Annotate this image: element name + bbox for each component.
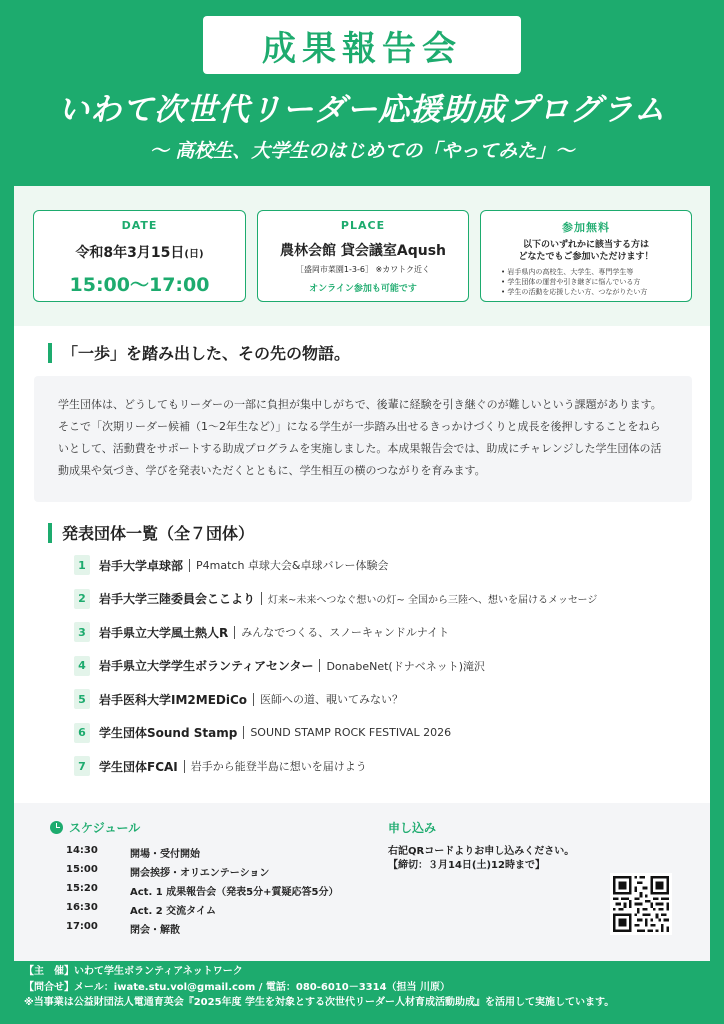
apply-heading: 申し込み bbox=[388, 821, 437, 835]
group-name: 岩手大学卓球部 bbox=[99, 558, 184, 573]
list-item bbox=[74, 722, 694, 744]
divider bbox=[261, 592, 262, 605]
group-project: 灯来~未来へつなぐ想いの灯~ 全国から三陸へ、想いを届けるメッセージ bbox=[268, 595, 598, 606]
divider bbox=[234, 626, 235, 639]
event-time: 15:00～17:00 bbox=[69, 274, 210, 296]
story-heading-text: 「一歩」を踏み出した、その先の物語。 bbox=[62, 344, 351, 363]
group-list bbox=[74, 554, 694, 789]
schedule-event: 開場・受付開始 bbox=[130, 849, 200, 860]
schedule-event: Act. 1 成果報告会（発表5分+質疑応答5分） bbox=[130, 887, 339, 898]
qr-code[interactable] bbox=[610, 873, 672, 935]
date-card bbox=[33, 210, 246, 302]
group-project: P4match 卓球大会&卓球バレー体験会 bbox=[196, 559, 389, 572]
eligibility-line-2: どなたでもご参加いただけます！ bbox=[518, 252, 654, 262]
groups-heading-text: 発表団体一覧（全７団体） bbox=[62, 524, 255, 543]
apply-deadline: 【締切：３月14日(土)12時まで】 bbox=[388, 860, 545, 871]
online-note: オンライン参加も可能です bbox=[309, 284, 417, 294]
schedule-row bbox=[66, 902, 338, 921]
groups-heading bbox=[48, 521, 254, 544]
eligibility-item: • 学生団体の運営や引き継ぎに悩んでいる方 bbox=[501, 277, 691, 287]
group-number: 3 bbox=[74, 622, 90, 642]
funding-note: ※当事業は公益財団法人電通育英会『2025年度 学生を対象とする次世代リーダー人材育成活動助成』を活用して実施しています。 bbox=[24, 997, 615, 1008]
event-weekday: (日) bbox=[184, 249, 204, 260]
group-number: 7 bbox=[74, 756, 90, 776]
group-project: DonabeNet(ドナベネット)滝沢 bbox=[326, 659, 486, 673]
apply-line-1: 右記QRコードよりお申し込みください。 bbox=[388, 846, 575, 857]
schedule-event: 開会挨拶・オリエンテーション bbox=[130, 868, 270, 879]
group-number: 1 bbox=[74, 555, 90, 575]
story-heading bbox=[48, 341, 350, 364]
schedule-time: 17:00 bbox=[66, 921, 98, 932]
qr-code-icon bbox=[613, 876, 669, 932]
list-item bbox=[74, 655, 694, 677]
group-name: 岩手医科大学IM2MEDiCo bbox=[99, 692, 248, 707]
schedule-row bbox=[66, 864, 338, 883]
divider bbox=[184, 760, 185, 773]
contact-info: 【問合せ】メール：iwate.stu.vol@gmail.com / 電話：080-6010－3314（担当 川原） bbox=[24, 981, 451, 993]
footer bbox=[24, 964, 614, 1011]
schedule-heading bbox=[50, 819, 140, 836]
schedule-row bbox=[66, 883, 338, 902]
event-badge: 成果報告会 bbox=[203, 16, 521, 74]
group-project: SOUND STAMP ROCK FESTIVAL 2026 bbox=[250, 726, 452, 739]
eligibility-text bbox=[481, 239, 691, 263]
program-subtitle: ～ 高校生、大学生のはじめての「やってみた」～ bbox=[149, 140, 575, 162]
schedule-heading-text: スケジュール bbox=[69, 821, 141, 835]
group-number: 2 bbox=[74, 589, 90, 609]
list-item bbox=[74, 621, 694, 643]
eligibility-line-1: 以下のいずれかに該当する方は bbox=[522, 240, 649, 250]
group-number: 5 bbox=[74, 689, 90, 709]
group-project: みんなでつくる、スノーキャンドルナイト bbox=[241, 626, 450, 639]
divider bbox=[243, 726, 244, 739]
group-number: 6 bbox=[74, 723, 90, 743]
eligibility-item: • 岩手県内の高校生、大学生、専門学生等 bbox=[501, 267, 691, 277]
schedule-time: 15:20 bbox=[66, 883, 98, 894]
group-number: 4 bbox=[74, 656, 90, 676]
schedule-row bbox=[66, 921, 338, 940]
group-name: 学生団体Sound Stamp bbox=[99, 726, 238, 740]
event-date bbox=[34, 242, 245, 262]
schedule-apply-band bbox=[14, 803, 710, 961]
group-name: 岩手県立大学学生ボランティアセンター bbox=[99, 659, 314, 673]
venue-name: 農林会館 貸会議室Aqush bbox=[280, 243, 446, 259]
schedule-list bbox=[66, 845, 338, 940]
place-label: PLACE bbox=[340, 219, 386, 232]
content-sheet bbox=[14, 186, 710, 961]
list-item bbox=[74, 588, 694, 610]
schedule-time: 15:00 bbox=[66, 864, 98, 875]
group-project: 岩手から能登半島に想いを届けよう bbox=[190, 760, 367, 773]
group-name: 学生団体FCAI bbox=[99, 759, 178, 774]
eligibility-item: • 学生の活動を応援したい方、つながりたい方 bbox=[501, 287, 691, 297]
schedule-event: Act. 2 交流タイム bbox=[130, 906, 216, 917]
date-label: DATE bbox=[121, 219, 158, 232]
schedule-row bbox=[66, 845, 338, 864]
program-title: いわて次世代リーダー応援助成プログラム bbox=[58, 92, 666, 128]
event-day: 令和8年3月15日 bbox=[75, 245, 185, 261]
group-project: 医師への道、覗いてみない？ bbox=[260, 693, 404, 706]
heading-bar bbox=[48, 343, 52, 363]
schedule-time: 14:30 bbox=[66, 845, 98, 856]
free-label: 参加無料 bbox=[562, 221, 610, 234]
list-item bbox=[74, 755, 694, 777]
venue-address: ［盛岡市菜園1-3-6］ ※カワトク近く bbox=[295, 265, 431, 274]
heading-bar bbox=[48, 523, 52, 543]
divider bbox=[319, 659, 320, 672]
organizer: 【主 催】いわて学生ボランティアネットワーク bbox=[24, 966, 243, 977]
place-card bbox=[257, 210, 469, 302]
schedule-event: 閉会・解散 bbox=[130, 925, 180, 936]
free-card bbox=[480, 210, 692, 302]
clock-icon bbox=[50, 821, 63, 834]
list-item bbox=[74, 554, 694, 576]
apply-instructions bbox=[388, 845, 574, 873]
divider bbox=[189, 559, 190, 572]
list-item bbox=[74, 688, 694, 710]
group-name: 岩手大学三陸委員会ここより bbox=[99, 592, 256, 606]
info-band bbox=[14, 186, 710, 326]
story-body: 学生団体は、どうしてもリーダーの一部に負担が集中しがちで、後輩に経験を引き継ぐのが難しいという課題があります。そこで「次期リーダー候補（1～2年生など）」になる学生が一歩踏み出せるきっかけづくりと成長を後押しすることをねらいとして、活動費をサポートする助成プログラムを実施しました。本成果報告会では、助成にチャレンジした学生団体の活動成果や気づき、学びを発表いただくとともに、学生相互の横のつながりを育みます。 bbox=[34, 376, 692, 502]
eligibility-list bbox=[501, 267, 691, 297]
schedule-time: 16:30 bbox=[66, 902, 98, 913]
divider bbox=[253, 693, 254, 706]
group-name: 岩手県立大学風土熱人R bbox=[99, 625, 229, 640]
